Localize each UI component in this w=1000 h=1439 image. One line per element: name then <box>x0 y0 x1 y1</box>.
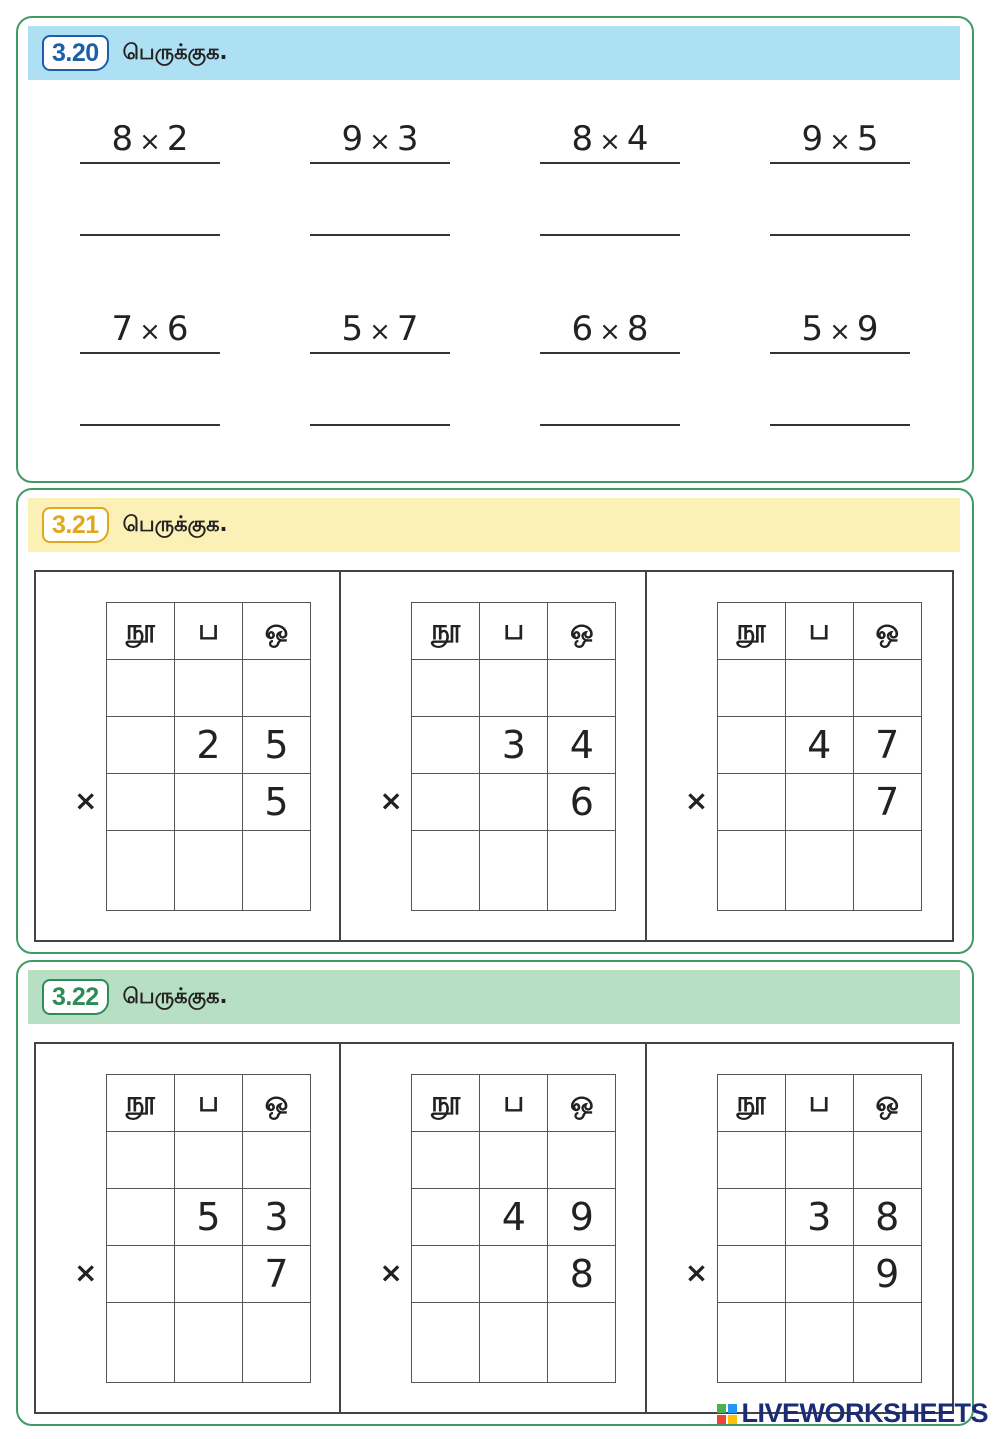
carry-cell-hundreds[interactable] <box>412 1132 480 1189</box>
operand-b: 8 <box>626 309 649 349</box>
multiplier-tens <box>175 774 243 831</box>
operator: × <box>599 317 621 347</box>
multiplier-hundreds <box>717 1246 785 1303</box>
carry-cell-tens[interactable] <box>785 660 853 717</box>
answer-cell-hundreds[interactable] <box>717 831 785 911</box>
header-hundreds: நூ <box>412 603 480 660</box>
header-tens: ப <box>480 1075 548 1132</box>
answer-line[interactable] <box>770 234 910 236</box>
section-number-badge: 3.21 <box>42 507 109 543</box>
multiplicand-ones: 8 <box>853 1189 921 1246</box>
header-tens: ப <box>785 603 853 660</box>
header-ones: ஒ <box>243 603 311 660</box>
operator: × <box>599 127 621 157</box>
multiplier-ones: 9 <box>853 1246 921 1303</box>
multiplicand-tens: 2 <box>175 717 243 774</box>
place-value-grid <box>106 602 311 911</box>
carry-cell-ones[interactable] <box>853 660 921 717</box>
header-ones: ஒ <box>853 1075 921 1132</box>
multiplicand-hundreds <box>412 717 480 774</box>
multiplier-hundreds <box>717 774 785 831</box>
section-banner <box>28 970 960 1024</box>
carry-cell-hundreds[interactable] <box>412 660 480 717</box>
answer-cell-hundreds[interactable] <box>717 1303 785 1383</box>
answer-line[interactable] <box>80 424 220 426</box>
problem-expression <box>770 114 910 164</box>
multiplication-grid-panel-3 <box>647 572 952 940</box>
header-ones: ஒ <box>243 1075 311 1132</box>
carry-cell-hundreds[interactable] <box>717 1132 785 1189</box>
multiplier-hundreds <box>107 1246 175 1303</box>
multiplier-tens <box>480 774 548 831</box>
operator: × <box>829 127 851 157</box>
carry-cell-tens[interactable] <box>175 660 243 717</box>
carry-cell-ones[interactable] <box>243 660 311 717</box>
header-tens: ப <box>480 603 548 660</box>
problem-expression <box>770 304 910 354</box>
problem-expression <box>80 114 220 164</box>
multiplicand-hundreds <box>107 717 175 774</box>
times-sign: × <box>379 1256 403 1289</box>
operator: × <box>369 317 391 347</box>
multiplication-grid-panel-1 <box>36 1044 341 1412</box>
multiplicand-ones: 9 <box>548 1189 616 1246</box>
problem-1 <box>80 114 220 236</box>
operand-a: 6 <box>571 309 594 349</box>
header-hundreds: நூ <box>717 1075 785 1132</box>
carry-cell-hundreds[interactable] <box>107 660 175 717</box>
header-hundreds: நூ <box>107 603 175 660</box>
operand-b: 9 <box>856 309 879 349</box>
operand-a: 9 <box>341 119 364 159</box>
grids-container <box>34 570 954 942</box>
answer-cell-tens[interactable] <box>480 831 548 911</box>
multiplier-tens <box>175 1246 243 1303</box>
answer-cell-ones[interactable] <box>243 831 311 911</box>
multiplication-grid-panel-1 <box>36 572 341 940</box>
carry-cell-ones[interactable] <box>243 1132 311 1189</box>
multiplication-grid-panel-2 <box>341 572 646 940</box>
multiplication-grid-panel-3 <box>647 1044 952 1412</box>
multiplicand-tens: 3 <box>480 717 548 774</box>
answer-line[interactable] <box>80 234 220 236</box>
answer-cell-hundreds[interactable] <box>107 831 175 911</box>
multiplicand-hundreds <box>412 1189 480 1246</box>
multiplier-ones: 5 <box>243 774 311 831</box>
carry-cell-tens[interactable] <box>480 660 548 717</box>
answer-line[interactable] <box>540 424 680 426</box>
times-sign: × <box>379 784 403 817</box>
section-instruction: பெருக்குக. <box>122 983 228 1008</box>
answer-cell-ones[interactable] <box>853 1303 921 1383</box>
multiplicand-tens: 4 <box>480 1189 548 1246</box>
answer-line[interactable] <box>310 234 450 236</box>
problem-expression <box>310 304 450 354</box>
multiplicand-tens: 4 <box>785 717 853 774</box>
problem-expression <box>540 114 680 164</box>
place-value-grid <box>717 1074 922 1383</box>
multiplier-hundreds <box>107 774 175 831</box>
answer-cell-ones[interactable] <box>243 1303 311 1383</box>
header-ones: ஒ <box>548 603 616 660</box>
answer-cell-tens[interactable] <box>480 1303 548 1383</box>
place-value-grid <box>411 1074 616 1383</box>
multiplicand-hundreds <box>717 1189 785 1246</box>
operand-b: 6 <box>166 309 189 349</box>
problem-3 <box>540 114 680 236</box>
operator: × <box>829 317 851 347</box>
multiplication-grid-panel-2 <box>341 1044 646 1412</box>
answer-cell-hundreds[interactable] <box>107 1303 175 1383</box>
answer-line[interactable] <box>540 234 680 236</box>
section-3-22 <box>16 960 974 1426</box>
place-value-grid <box>106 1074 311 1383</box>
operand-b: 3 <box>396 119 419 159</box>
answer-cell-ones[interactable] <box>548 1303 616 1383</box>
operand-a: 7 <box>111 309 134 349</box>
header-tens: ப <box>175 1075 243 1132</box>
header-hundreds: நூ <box>107 1075 175 1132</box>
operator: × <box>139 127 161 157</box>
answer-cell-tens[interactable] <box>785 1303 853 1383</box>
header-ones: ஒ <box>548 1075 616 1132</box>
carry-cell-hundreds[interactable] <box>107 1132 175 1189</box>
operand-b: 7 <box>396 309 419 349</box>
multiplicand-tens: 3 <box>785 1189 853 1246</box>
grids-container <box>34 1042 954 1414</box>
section-3-21 <box>16 488 974 954</box>
problem-6 <box>310 304 450 426</box>
multiplier-ones: 8 <box>548 1246 616 1303</box>
operand-b: 5 <box>856 119 879 159</box>
header-tens: ப <box>785 1075 853 1132</box>
problem-expression <box>540 304 680 354</box>
answer-cell-tens[interactable] <box>175 831 243 911</box>
multiplicand-ones: 4 <box>548 717 616 774</box>
section-instruction: பெருக்குக. <box>122 511 228 536</box>
operator: × <box>369 127 391 157</box>
multiplicand-hundreds <box>107 1189 175 1246</box>
problem-2 <box>310 114 450 236</box>
times-sign: × <box>74 784 98 817</box>
logo-mark-icon <box>717 1404 737 1424</box>
section-3-20 <box>16 16 974 483</box>
answer-cell-hundreds[interactable] <box>412 831 480 911</box>
multiplier-tens <box>785 1246 853 1303</box>
operand-a: 8 <box>571 119 594 159</box>
answer-cell-hundreds[interactable] <box>412 1303 480 1383</box>
problem-8 <box>770 304 910 426</box>
problem-expression <box>80 304 220 354</box>
carry-cell-tens[interactable] <box>175 1132 243 1189</box>
multiplicand-hundreds <box>717 717 785 774</box>
multiplier-ones: 7 <box>243 1246 311 1303</box>
multiplicand-tens: 5 <box>175 1189 243 1246</box>
carry-cell-hundreds[interactable] <box>717 660 785 717</box>
problem-5 <box>80 304 220 426</box>
operator: × <box>139 317 161 347</box>
place-value-grid <box>411 602 616 911</box>
multiplier-ones: 6 <box>548 774 616 831</box>
carry-cell-tens[interactable] <box>480 1132 548 1189</box>
carry-cell-tens[interactable] <box>785 1132 853 1189</box>
operand-a: 5 <box>341 309 364 349</box>
carry-cell-ones[interactable] <box>853 1132 921 1189</box>
answer-cell-ones[interactable] <box>548 831 616 911</box>
answer-line[interactable] <box>770 424 910 426</box>
header-tens: ப <box>175 603 243 660</box>
operand-b: 2 <box>166 119 189 159</box>
multiplier-hundreds <box>412 1246 480 1303</box>
operand-a: 8 <box>111 119 134 159</box>
liveworksheets-logo <box>717 1398 988 1429</box>
operand-a: 9 <box>801 119 824 159</box>
multiplicand-ones: 7 <box>853 717 921 774</box>
multiplier-hundreds <box>412 774 480 831</box>
operand-b: 4 <box>626 119 649 159</box>
header-ones: ஒ <box>853 603 921 660</box>
multiplier-ones: 7 <box>853 774 921 831</box>
header-hundreds: நூ <box>717 603 785 660</box>
answer-cell-ones[interactable] <box>853 831 921 911</box>
watermark-text: LIVEWORKSHEETS <box>741 1398 988 1428</box>
place-value-grid <box>717 602 922 911</box>
section-number-badge: 3.20 <box>42 35 109 71</box>
operand-a: 5 <box>801 309 824 349</box>
problem-7 <box>540 304 680 426</box>
header-hundreds: நூ <box>412 1075 480 1132</box>
times-sign: × <box>684 784 709 817</box>
multiplicand-ones: 5 <box>243 717 311 774</box>
section-instruction: பெருக்குக. <box>122 39 228 64</box>
multiplicand-ones: 3 <box>243 1189 311 1246</box>
multiplier-tens <box>480 1246 548 1303</box>
problem-expression <box>310 114 450 164</box>
problem-4 <box>770 114 910 236</box>
carry-cell-ones[interactable] <box>548 1132 616 1189</box>
answer-cell-tens[interactable] <box>175 1303 243 1383</box>
section-number-badge: 3.22 <box>42 979 109 1015</box>
section-banner <box>28 498 960 552</box>
times-sign: × <box>684 1256 709 1289</box>
answer-cell-tens[interactable] <box>785 831 853 911</box>
answer-line[interactable] <box>310 424 450 426</box>
times-sign: × <box>74 1256 98 1289</box>
section-banner <box>28 26 960 80</box>
carry-cell-ones[interactable] <box>548 660 616 717</box>
multiplier-tens <box>785 774 853 831</box>
